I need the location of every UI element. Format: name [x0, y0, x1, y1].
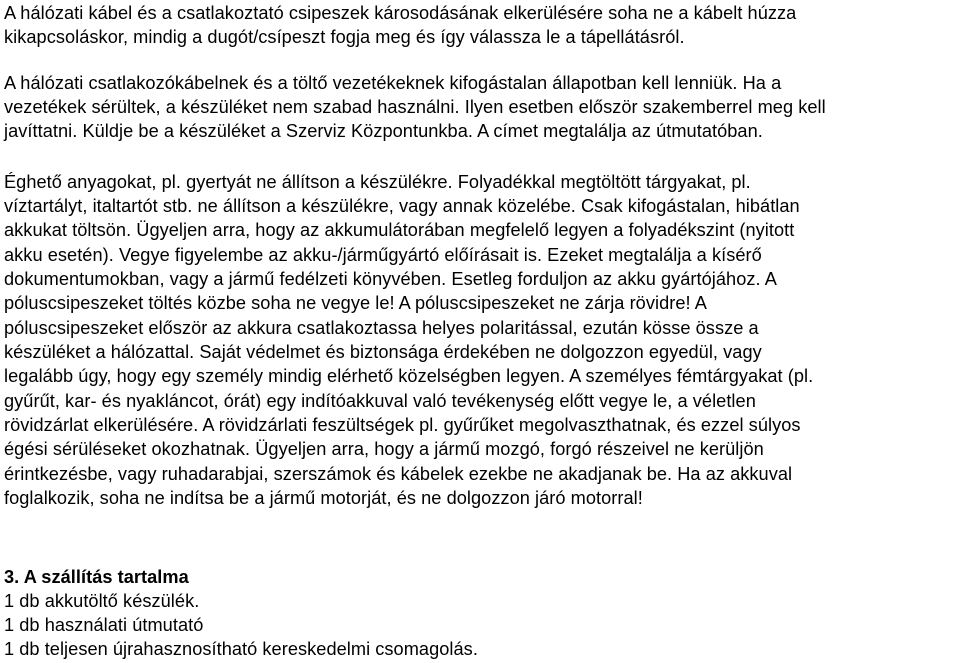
paragraph-3-line-3: akkukat töltsön. Ügyeljen arra, hogy az akkumulátorában megfelelő legyen a folyadékszint (nyitott [4, 220, 795, 240]
paragraph-3-line-7: póluscsipeszeket először az akkura csatlakoztassa helyes polaritással, ezután kösse össze a [4, 318, 759, 338]
paragraph-3-line-14: foglalkozik, soha ne indítsa be a jármű motorját, és ne dolgozzon járó motorral! [4, 488, 643, 508]
paragraph-2-line-1: A hálózati csatlakozókábelnek és a töltő vezetékeknek kifogástalan állapotban kell lenniük. Ha a [4, 73, 782, 93]
delivery-item-2: 1 db használati útmutató [4, 615, 204, 635]
paragraph-3-line-10: gyűrűt, kar- és nyakláncot, órát) egy indítóakkuval való tevékenység előtt vegye le, a véletlen [4, 391, 756, 411]
paragraph-3-line-12: égési sérüléseket okozhatnak. Ügyeljen arra, hogy a jármű mozgó, forgó részeivel ne kerüljön [4, 439, 764, 459]
paragraph-3-line-6: póluscsipeszeket töltés közbe soha ne vegye le! A póluscsipeszeket ne zárja rövidre! A [4, 293, 707, 313]
paragraph-1-line-1: A hálózati kábel és a csatlakoztató csipeszek károsodásának elkerülésére soha ne a kábelt húzza [4, 3, 797, 23]
paragraph-2-line-3: javíttatni. Küldje be a készüléket a Szerviz Központunkba. A címet megtalálja az útmutatóban. [4, 121, 763, 141]
paragraph-3-line-2: víztartályt, italtartót stb. ne állítson a készülékre, vagy annak közelébe. Csak kifogástalan, hibátlan [4, 196, 800, 216]
delivery-item-3: 1 db teljesen újrahasznosítható kereskedelmi csomagolás. [4, 639, 478, 659]
paragraph-3-line-13: érintkezésbe, vagy ruhadarabjai, szerszámok és kábelek ezekbe ne akadjanak be. Ha az akkuval [4, 464, 793, 484]
paragraph-3-line-5: dokumentumokban, vagy a jármű fedélzeti könyvében. Esetleg forduljon az akku gyártójához. A [4, 269, 777, 289]
paragraph-2-line-2: vezetékek sérültek, a készüléket nem szabad használni. Ilyen esetben először szakemberrel meg kell [4, 97, 826, 117]
delivery-item-1: 1 db akkutöltő készülék. [4, 591, 200, 611]
paragraph-1-line-2: kikapcsoláskor, mindig a dugót/csípeszt fogja meg és így válassza le a tápellátásról. [4, 27, 685, 47]
paragraph-3-line-11: rövidzárlat elkerülésére. A rövidzárlati feszültségek pl. gyűrűket megolvaszthatnak, és ezzel súlyos [4, 415, 801, 435]
paragraph-3-line-1: Éghető anyagokat, pl. gyertyát ne állítson a készülékre. Folyadékkal megtöltött tárgyakat, pl. [4, 172, 751, 192]
paragraph-3-line-8: készüléket a hálózattal. Saját védelmet és biztonsága érdekében ne dolgozzon egyedül, vagy [4, 342, 762, 362]
paragraph-3-line-9: legalább úgy, hogy egy személy mindig elérhető közelségben legyen. A személyes fémtárgyakat (pl. [4, 366, 814, 386]
section-heading: 3. A szállítás tartalma [4, 567, 189, 587]
paragraph-3-line-4: akku esetén). Vegye figyelembe az akku-/járműgyártó előírásait is. Ezeket megtalálja a kísérő [4, 245, 762, 265]
